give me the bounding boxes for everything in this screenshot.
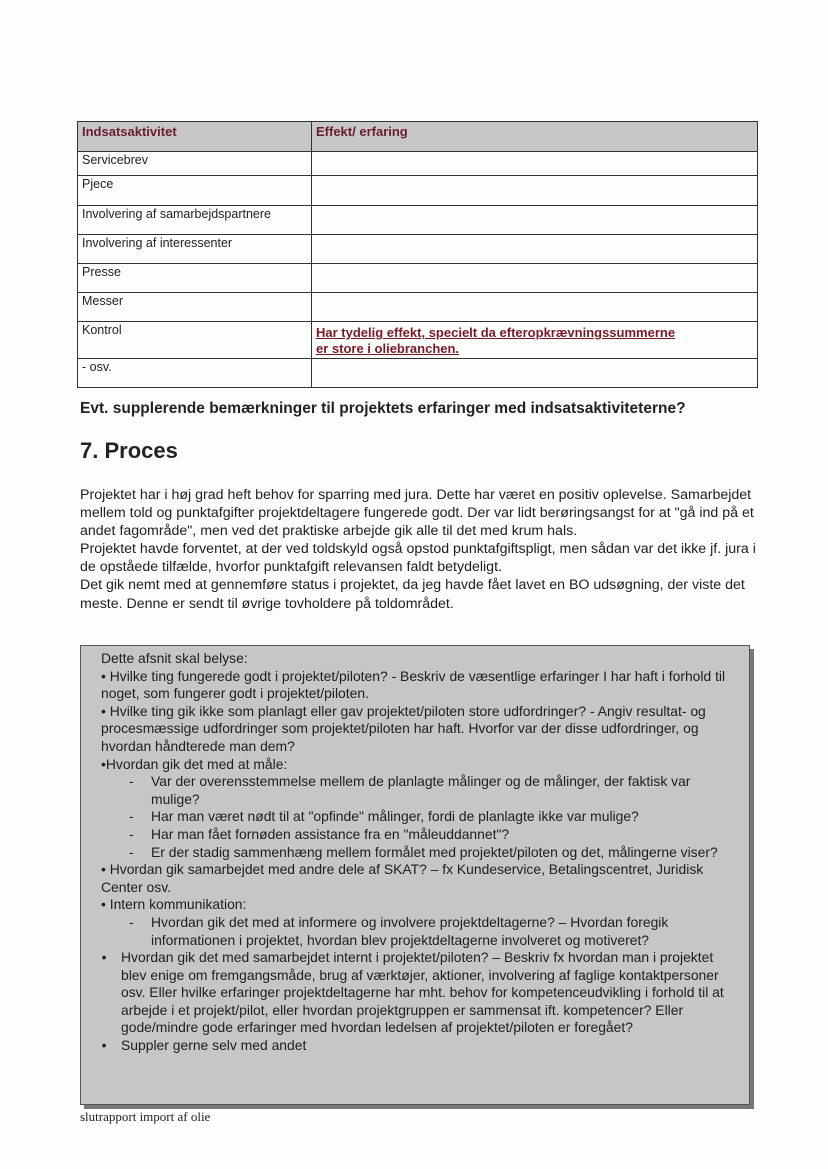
table-cell-activity: Servicebrev	[78, 152, 312, 176]
effect-note-line2: er store i oliebranchen.	[316, 341, 460, 356]
table-row	[78, 206, 758, 235]
measure-item: - Er der stadig sammenhæng mellem formålet med projektet/piloten og det, målingerne viser?	[129, 843, 718, 860]
supplementary-question: Evt. supplerende bemærkninger til projektets erfaringer med indsatsaktiviteterne?	[80, 400, 686, 417]
table-cell-activity: Involvering af interessenter	[78, 235, 312, 264]
guidance-bullet: • Hvilke ting gik ikke som planlagt eller gav projektet/piloten store udfordringer? - Angiv resultat- og procesmæssige udfordringer som projektet/piloten har haft. Hvorfor var der disse udfordringer, og hvordan håndterede man dem?	[101, 702, 706, 754]
body-paragraph: Projektet har i høj grad heft behov for sparring med jura. Dette har været en positiv oplevelse. Samarbejdet mellem told og punktafgifter projektdeltagere fungerede godt. Der var lidt berøringsangst for at "gå ind på et andet fagområde", men ved det praktiske arbejde gik alle til det med krum hals.	[80, 487, 754, 540]
table-cell-effect	[312, 152, 758, 176]
table-cell-effect	[312, 235, 758, 264]
guidance-bullet: • Hvordan gik det med samarbejdet internt i projektet/piloten? – Beskriv fx hvordan man i projektet blev enige om fremgangsmåde, brug af værktøjer, aktioner, involvering af faglige kontaktpersoner osv. Eller hvilke erfaringer projektdeltagerne har mht. behov for kompetenceudvikling i forhold til at arbejde i et projekt/pilot, eller hvordan projektgruppen er sammensat ift. kompetencer? Eller gode/mindre gode erfaringer med hvordan ledelsen af projektet/piloten er foregået?	[101, 949, 724, 1036]
section-body	[80, 486, 760, 613]
activity-table	[77, 121, 758, 388]
table-cell-activity: Pjece	[78, 176, 312, 206]
table-cell-effect	[312, 322, 758, 359]
table-cell-effect	[312, 206, 758, 235]
body-paragraph: Det gik nemt med at gennemføre status i projektet, da jeg havde fået lavet en BO udsøgning, der viste det meste. Denne er sendt til øvrige tovholdere på toldområdet.	[80, 577, 745, 612]
table-cell-effect	[312, 264, 758, 293]
table-cell-effect	[312, 176, 758, 206]
measure-item: - Var der overensstemmelse mellem de planlagte målinger og de målinger, der faktisk var mulige?	[129, 773, 691, 807]
guidance-intro: Dette afsnit skal belyse:	[101, 650, 248, 666]
table-cell-activity: Kontrol	[78, 322, 312, 359]
comm-item: - Hvordan gik det med at informere og involvere projektdeltagerne? – Hvordan foregik informationen i projektet, hvordan blev projektdeltagerne involveret og motiveret?	[129, 913, 669, 948]
table-row	[78, 264, 758, 293]
effect-note-line1: Har tydelig effekt, specielt da efteropkrævningssummerne	[316, 325, 676, 340]
section-title: 7. Proces	[80, 438, 178, 463]
guidance-bullet: • Intern kommunikation:	[101, 896, 247, 913]
table-cell-activity: Messer	[78, 293, 312, 322]
page-footer: slutrapport import af olie	[80, 1109, 211, 1124]
measure-item: - Har man været nødt til at "opfinde" målinger, fordi de planlagte ikke var mulige?	[129, 808, 639, 825]
table-row	[78, 235, 758, 264]
table-cell-activity: Involvering af samarbejdspartnere	[78, 206, 312, 235]
table-cell-activity: Presse	[78, 264, 312, 293]
table-cell-effect	[312, 359, 758, 388]
table-header-row	[78, 122, 758, 152]
table-cell-activity: - osv.	[78, 359, 312, 388]
guidance-bullet: • Hvordan gik samarbejdet med andre dele af SKAT? – fx Kundeservice, Betalingscentret, Juridisk Center osv.	[101, 861, 704, 895]
table-cell-effect	[312, 293, 758, 322]
table-row	[78, 176, 758, 206]
guidance-bullet: •Hvordan gik det med at måle:	[101, 755, 288, 772]
guidance-bullet: • Suppler gerne selv med andet	[101, 1037, 307, 1054]
table-header-activity: Indsatsaktivitet	[78, 122, 312, 152]
table-header-effect: Effekt/ erfaring	[312, 122, 758, 152]
table-row	[78, 293, 758, 322]
table-row	[78, 359, 758, 388]
guidance-box	[80, 645, 750, 1105]
table-row	[78, 322, 758, 359]
body-paragraph: Projektet havde forventet, at der ved toldskyld også opstod punktafgiftspligt, men sådan var det ikke jf. jura i de opståede tilfælde, hvorfor punktafgift relevansen faldt betydeligt.	[80, 541, 756, 576]
effect-note	[316, 325, 753, 357]
guidance-bullet: • Hvilke ting fungerede godt i projektet/piloten? - Beskriv de væsentlige erfaringer I har haft i forhold til noget, som fungerer godt i projektet/piloten.	[101, 667, 726, 702]
table-row	[78, 152, 758, 176]
measure-item: - Har man fået fornøden assistance fra en "måleuddannet"?	[129, 825, 510, 842]
